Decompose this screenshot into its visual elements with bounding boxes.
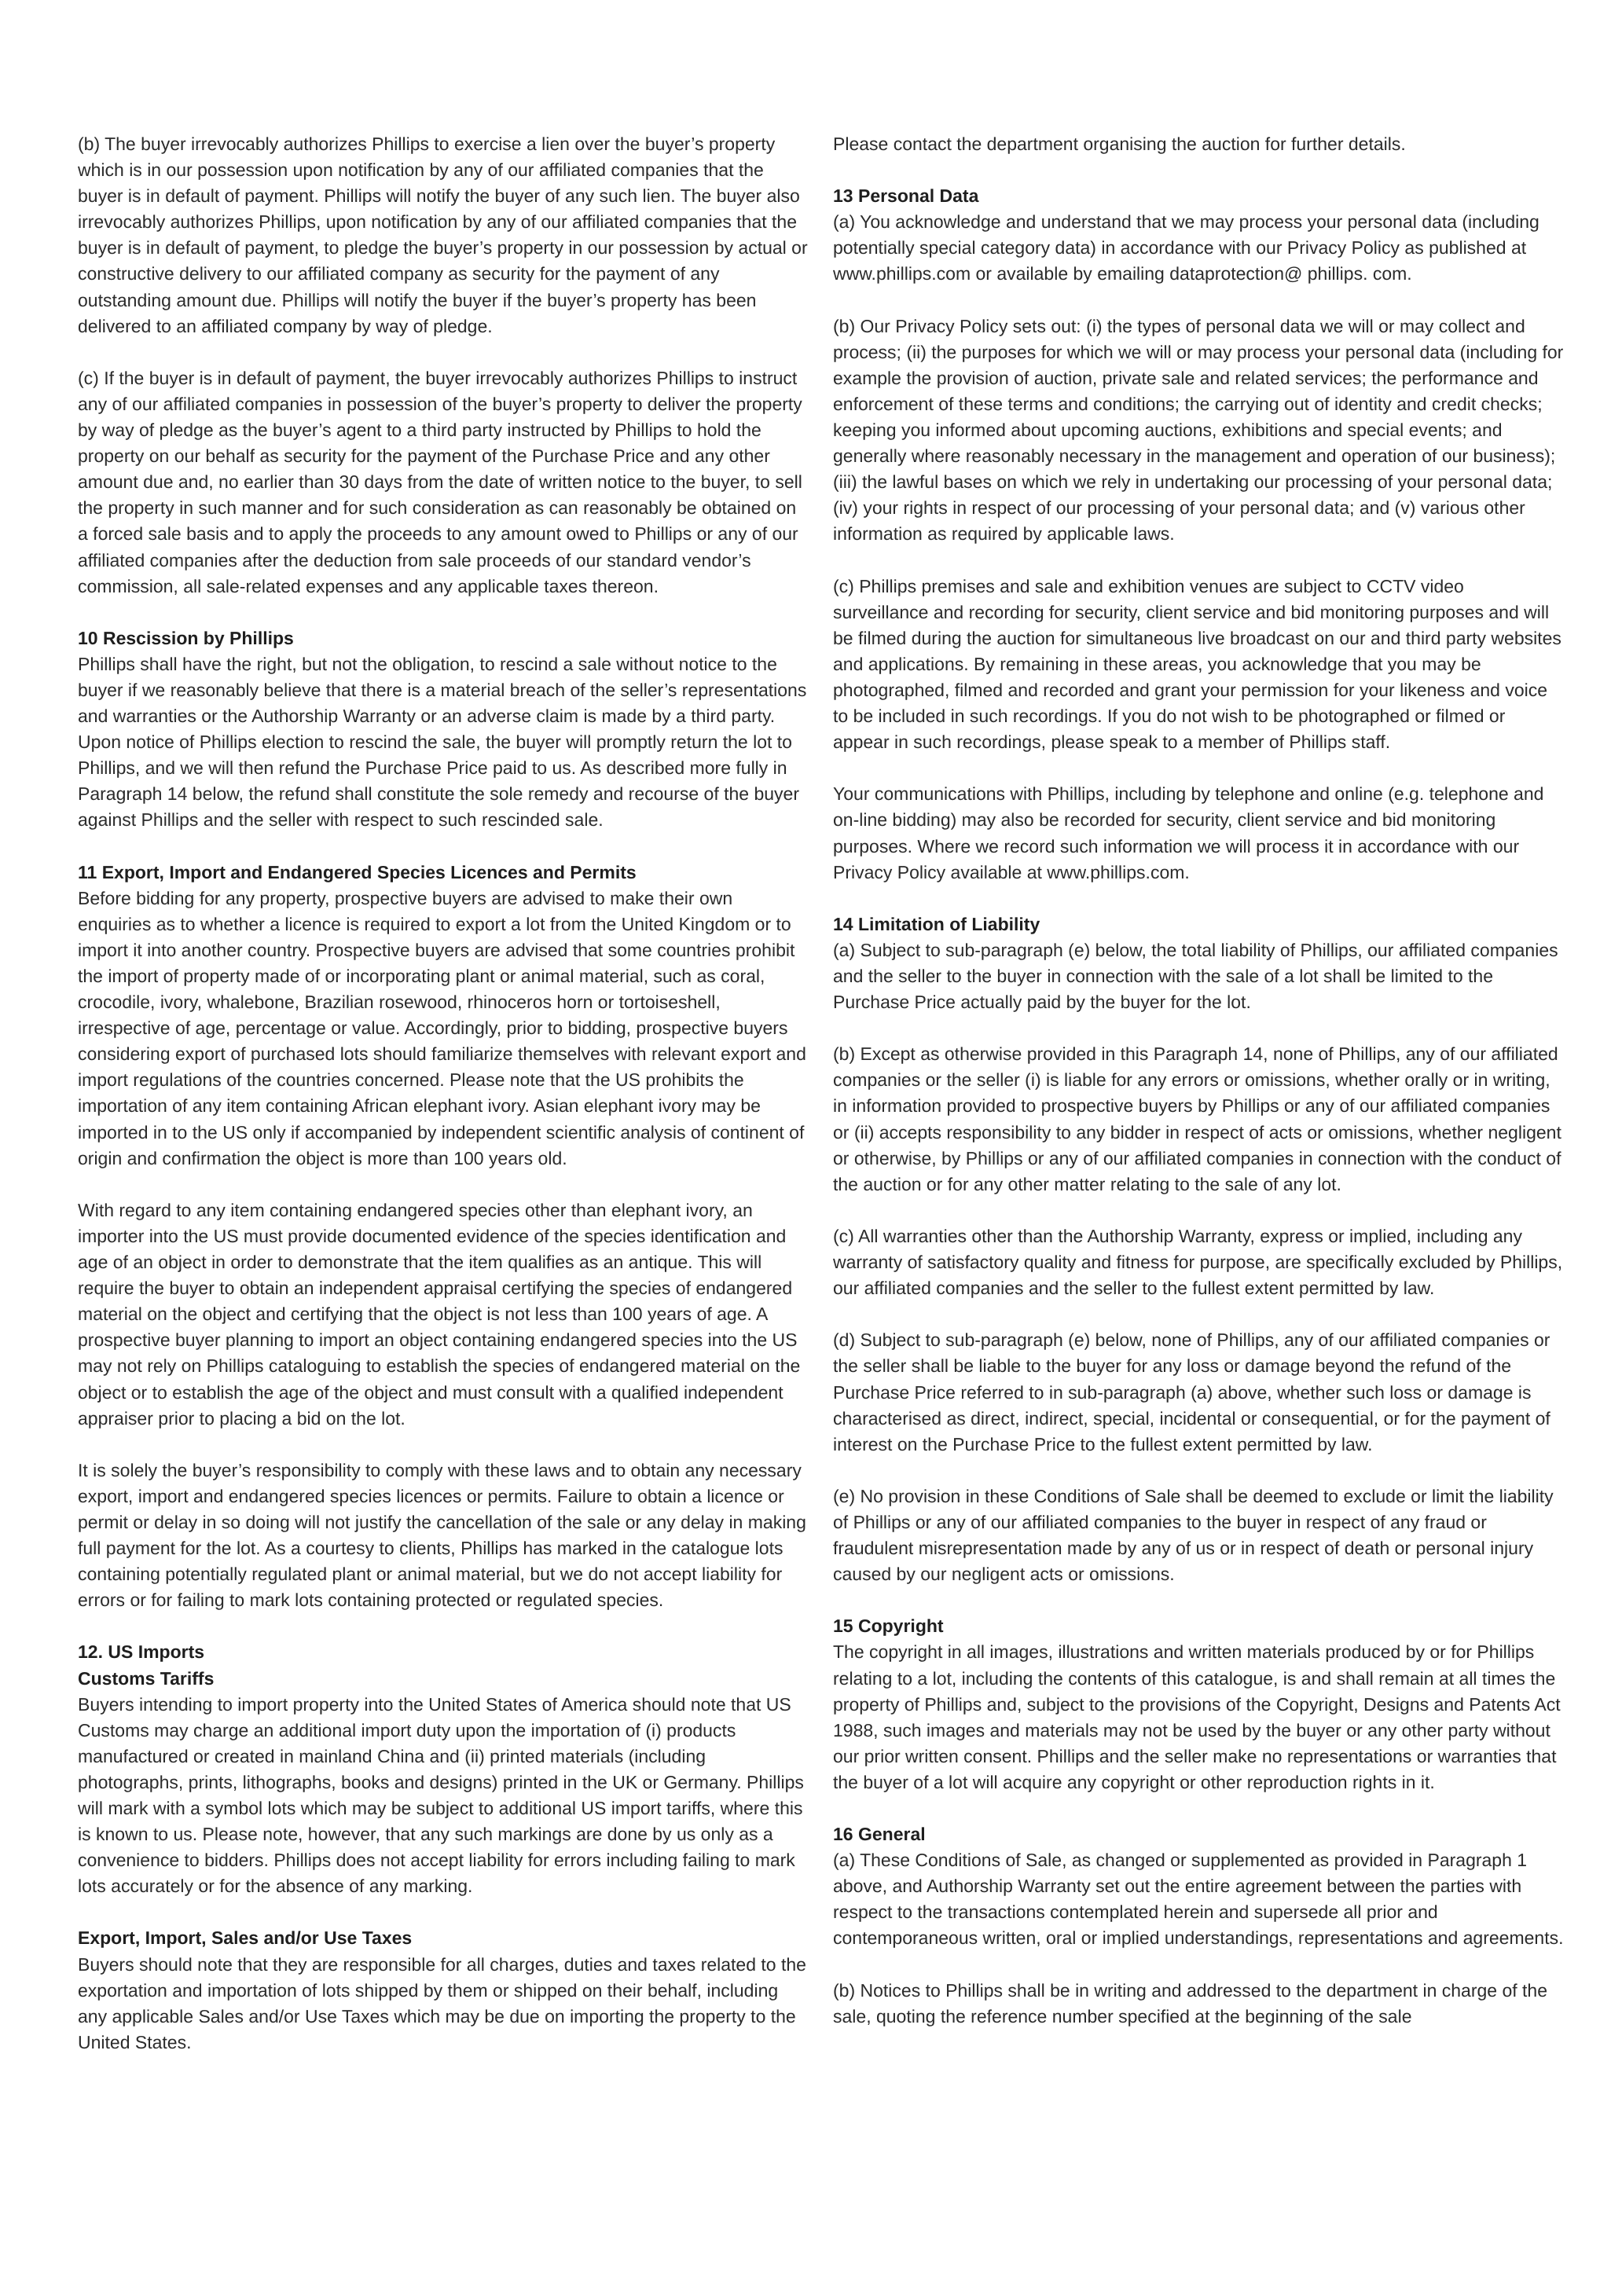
paragraph-14d: (d) Subject to sub-paragraph (e) below, none of Phillips, any of our affiliated companies or the seller shall be liable to the buyer for any loss or damage beyond the refund of the Purchase Price referred to in sub-paragraph (a) above, whether such loss or damage is characterised as direct, indirect, special, incidental or consequential, or for the payment of interest on the Purchase Price to the fullest extent permitted by law. [833,1330,1550,1454]
heading-personal-data: 13 Personal Data [833,185,979,207]
heading-general: 16 General [833,1824,926,1845]
paragraph-14e: (e) No provision in these Conditions of Sale shall be deemed to exclude or limit the liability of Phillips or any of our affiliated companies to the buyer in respect of any fraud or fraudulent misrepresentation made by any of us or in respect of death or personal injury caused by our negligent acts or omissions. [833,1485,1554,1585]
paragraph-13a: (a) You acknowledge and understand that we may process your personal data (including potentially special category data) in accordance with our Privacy Policy as published at www.phillips.com or available by emailing dataprotection@ phillips. com. [833,211,1539,284]
left-column [78,131,809,2056]
paragraph-14b: (b) Except as otherwise provided in this Paragraph 14, none of Phillips, any of our affiliated companies or the seller (i) is liable for any errors or omissions, whether orally or in writing, in information provided to prospective buyers by Phillips or any of our affiliated companies or (ii) accepts responsibility to any bidder in respect of acts or omissions, whether negligent or otherwise, by Phillips or any of our affiliated companies in connection with the conduct of the auction or for any other matter relating to the sale of any lot. [833,1043,1561,1194]
heading-rescission: 10 Rescission by Phillips [78,627,294,648]
paragraph-13d: Your communications with Phillips, including by telephone and online (e.g. telephone and on-line bidding) may also be recorded for security, client service and bid monitoring purposes. Where we record such information we will process it in accordance with our Privacy Policy available at www.phillips.com. [833,783,1544,882]
paragraph-12a: Buyers intending to import property into the United States of America should note that US Customs may charge an additional import duty upon the importation of (i) products manufactured or created in mainland China and (ii) printed materials (including photographs, prints, lithographs, books and designs) printed in the UK or Germany. Phillips will mark with a symbol lots which may be subject to additional US import tariffs, where this is known to us. Please note, however, that any such markings are done by us only as a convenience to bidders. Phillips does not accept liability for errors including failing to mark lots accurately or for the absence of any marking. [78,1693,804,1897]
paragraph-12b: Buyers should note that they are responsible for all charges, duties and taxes related to the exportation and importation of lots shipped by them or shipped on their behalf, including any applicable Sales and/or Use Taxes which may be due on importing the property to the United States. [78,1953,806,2052]
paragraph-11a: Before bidding for any property, prospective buyers are advised to make their own enquiries as to whether a licence is required to export a lot from the United Kingdom or to import it into another country. Prospective buyers are advised that some countries prohibit the import of property made of or incorporating plant or animal material, such as coral, crocodile, ivory, whalebone, Brazilian rosewood, rhinoceros horn or tortoiseshell, irrespective of age, percentage or value. Accordingly, prior to bidding, prospective buyers considering export of purchased lots should familiarize themselves with relevant export and import regulations of the countries concerned. Please note that the US prohibits the importation of any item containing African elephant ivory. Asian elephant ivory may be imported in to the US only if accompanied by independent scientific analysis of continent of origin and confirmation the object is more than 100 years old. [78,887,806,1168]
paragraph-16a: (a) These Conditions of Sale, as changed or supplemented as provided in Paragraph 1 above, and Authorship Warranty set out the entire agreement between the parties with respect to the transactions contemplated herein and supersede all prior and contemporaneous written, oral or implied understandings, representations and agreements. [833,1850,1564,1949]
paragraph-15: The copyright in all images, illustrations and written materials produced by or for Phillips relating to a lot, including the contents of this catalogue, is and shall remain at all times the property of Phillips and, subject to the provisions of the Copyright, Designs and Patents Act 1988, such images and materials may not be used by the buyer or any other party without our prior written consent. Phillips and the seller make no representations or warranties that the buyer of a lot will acquire any copyright or other reproduction rights in it. [833,1641,1561,1792]
paragraph-9b: (b) The buyer irrevocably authorizes Phillips to exercise a lien over the buyer’s property which is in our possession upon notification by any of our affiliated companies that the buyer is in default of payment. Phillips will notify the buyer of any such lien. The buyer also irrevocably authorizes Phillips, upon notification by any of our affiliated companies that the buyer is in default of payment, to pledge the buyer’s property in our possession by actual or constructive delivery to our affiliated company as security for the payment of any outstanding amount due. Phillips will notify the buyer if the buyer’s property has been delivered to an affiliated company by way of pledge. [78,134,808,336]
heading-export-import: 11 Export, Import and Endangered Species Licences and Permits [78,861,637,882]
paragraph-11c: It is solely the buyer’s responsibility to comply with these laws and to obtain any necessary export, import and endangered species licences or permits. Failure to obtain a licence or permit or delay in so doing will not justify the cancellation of the sale or any delay in making full payment for the lot. As a courtesy to clients, Phillips has marked in the catalogue lots containing potentially regulated plant or animal material, but we do not accept liability for errors or for failing to mark lots containing protected or regulated species. [78,1459,806,1611]
paragraph-14c: (c) All warranties other than the Authorship Warranty, express or implied, including any warranty of satisfactory quality and fitness for purpose, are specifically excluded by Phillips, our affiliated companies and the seller to the fullest extent permitted by law. [833,1225,1563,1299]
paragraph-10: Phillips shall have the right, but not the obligation, to rescind a sale without notice to the buyer if we reasonably believe that there is a material breach of the seller’s representations and warranties or the Authorship Warranty or an adverse claim is made by a third party. Upon notice of Phillips election to rescind the sale, the buyer will promptly return the lot to Phillips, and we will then refund the Purchase Price paid to us. As described more fully in Paragraph 14 below, the refund shall constitute the sole remedy and recourse of the buyer against Phillips and the seller with respect to such rescinded sale. [78,653,807,831]
subheading-customs-tariffs: Customs Tariffs [78,1667,215,1689]
heading-limitation-of-liability: 14 Limitation of Liability [833,913,1040,934]
heading-us-imports: 12. US Imports [78,1641,205,1663]
paragraph-9c: (c) If the buyer is in default of payment, the buyer irrevocably authorizes Phillips to instruct any of our affiliated companies in possession of the buyer’s property to deliver the property by way of pledge as the buyer’s agent to a third party instructed by Phillips to hold the property on our behalf as security for the payment of the Purchase Price and any other amount due and, no earlier than 30 days from the date of written notice to the buyer, to sell the property in such manner and for such consideration as can reasonably be obtained on a forced sale basis and to apply the proceeds to any amount owed to Phillips or any of our affiliated companies after the deduction from sale proceeds of our standard vendor’s commission, all sale-related expenses and any applicable taxes thereon. [78,367,802,596]
paragraph-16b: (b) Notices to Phillips shall be in writing and addressed to the department in charge of the sale, quoting the reference number specified at the beginning of the sale [833,1979,1548,2026]
paragraph-11b: With regard to any item containing endangered species other than elephant ivory, an importer into the US must provide documented evidence of the species identification and age of an object in order to demonstrate that the item qualifies as an antique. This will require the buyer to obtain an independent appraisal certifying the species of endangered material on the object and certifying that the object is not less than 100 years of age. A prospective buyer planning to import an object containing endangered species into the US may not rely on Phillips cataloguing to establish the species of endangered material on the object or to establish the age of the object and must consult with a qualified independent appraiser prior to placing a bid on the lot. [78,1199,801,1429]
paragraph-14a: (a) Subject to sub-paragraph (e) below, the total liability of Phillips, our affiliated companies and the seller to the buyer in connection with the sale of a lot shall be limited to the Purchase Price actually paid by the buyer for the lot. [833,939,1558,1013]
paragraph-12c: Please contact the department organising the auction for further details. [833,134,1406,154]
subheading-export-import-taxes: Export, Import, Sales and/or Use Taxes [78,1927,413,1949]
right-column [833,131,1564,2030]
paragraph-13c: (c) Phillips premises and sale and exhibition venues are subject to CCTV video surveillance and recording for security, client service and bid monitoring purposes and will be filmed during the auction for simultaneous live broadcast on our and third party websites and applications. By remaining in these areas, you acknowledge that you may be photographed, filmed and recorded and grant your permission for your likeness and voice to be included in such recordings. If you do not wish to be photographed or filmed or appear in such recordings, please speak to a member of Phillips staff. [833,575,1561,753]
paragraph-13b: (b) Our Privacy Policy sets out: (i) the types of personal data we will or may collect and process; (ii) the purposes for which we will or may process your personal data (including for example the provision of auction, private sale and related services; the performance and enforcement of these terms and conditions; the carrying out of identity and credit checks; keeping you informed about upcoming auctions, exhibitions and special events; and generally where reasonably necessary in the management and operation of our business); (iii) the lawful bases on which we rely in undertaking our processing of your personal data; (iv) your rights in respect of our processing of your personal data; and (v) various other information as required by applicable laws. [833,315,1564,545]
heading-copyright: 15 Copyright [833,1616,944,1637]
